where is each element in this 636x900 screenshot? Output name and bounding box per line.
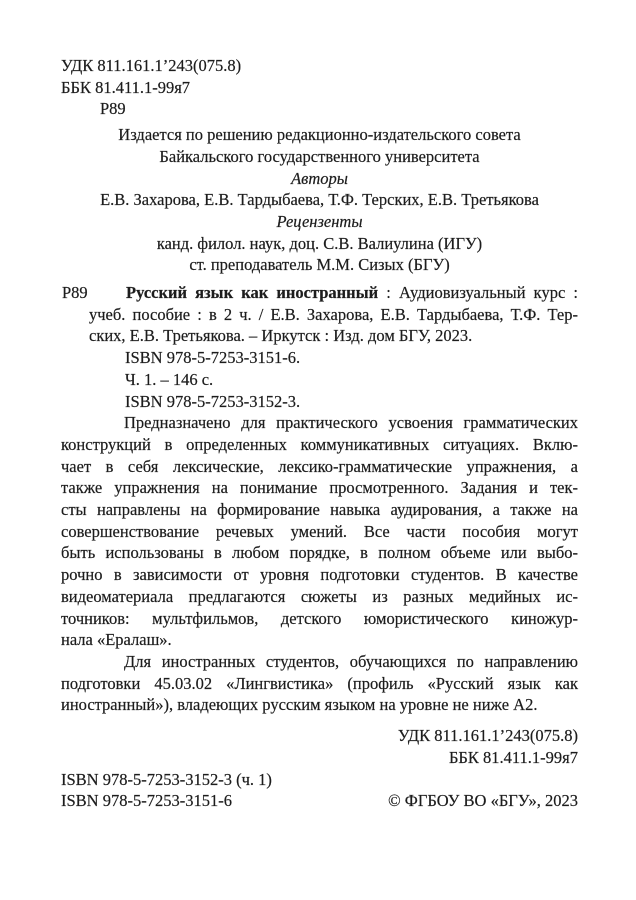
publisher-authors-block <box>61 124 578 276</box>
text-line: подготовки 45.03.02 «Лингвистика» (профиль «Русский язык как <box>61 673 578 693</box>
isbn-set-line: ISBN 978-5-7253-3151-6 <box>61 791 232 811</box>
text-line: Предназначено для практического усвоения грамматических <box>124 413 578 433</box>
isbn-copyright-block <box>61 769 578 812</box>
text-line: быть использованы в любом порядке, в полном объеме или выбо- <box>61 543 578 563</box>
part-info: Ч. 1. – 146 с. <box>125 369 214 389</box>
catalog-line-2: учеб. пособие : в 2 ч. / Е.В. Захарова, Е.В. Тардыбаева, Т.Ф. Тер- <box>89 304 578 324</box>
author-sign: Р89 <box>100 99 126 119</box>
catalog-entry <box>62 282 578 412</box>
publisher-decision-line-2: Байкальского государственного университета <box>159 146 480 166</box>
text-line: Для иностранных студентов, обучающихся по направлению <box>124 651 578 671</box>
reviewer-2: ст. преподаватель М.М. Сизых (БГУ) <box>189 255 450 275</box>
isbn-part-line: ISBN 978-5-7253-3152-3 (ч. 1) <box>61 769 272 789</box>
catalog-title-line <box>62 282 578 304</box>
text-line: видеоматериала предлагаются сюжеты из разных медийных ис- <box>61 586 578 606</box>
udk-number-bottom: УДК 811.161.1’243(075.8) <box>397 726 578 746</box>
copyright-notice: © ФГБОУ ВО «БГУ», 2023 <box>388 791 578 811</box>
text-line: чает в себя лексические, лексико-грамматические упражнения, а <box>61 456 578 476</box>
annotation-paragraph-1 <box>61 412 578 651</box>
text-line: нала «Ералаш». <box>61 630 172 650</box>
classification-block-bottom <box>61 725 578 768</box>
publisher-decision-line-1: Издается по решению редакционно-издательского совета <box>118 125 521 145</box>
isbn-set-number: ISBN 978-5-7253-3151-6. <box>125 348 301 368</box>
bbk-number: ББК 81.411.1-99я7 <box>61 77 191 97</box>
text-line: рочно в зависимости от уровня подготовки студентов. В качестве <box>61 565 578 585</box>
book-subtitle: : Аудиовизуальный курс : <box>378 283 578 303</box>
text-line: сты направлены на формирование навыка аудирования, а также на <box>61 500 578 520</box>
book-title: Русский язык как иностранный <box>126 283 379 303</box>
reviewers-heading: Рецензенты <box>276 211 363 231</box>
text-line: также упражнения на понимание просмотренного. Задания и тек- <box>61 478 578 498</box>
classification-block <box>61 55 578 120</box>
text-line: конструкций в определенных коммуникативных ситуациях. Вклю- <box>61 434 578 454</box>
text-line: иностранный»), владеющих русским языком на уровне не ниже А2. <box>61 695 538 715</box>
reviewer-1: канд. филол. наук, доц. С.В. Валиулина (ИГУ) <box>156 233 483 253</box>
isbn-copyright-row <box>61 790 578 812</box>
authors-names: Е.В. Захарова, Е.В. Тардыбаева, Т.Ф. Терских, Е.В. Третьякова <box>100 190 539 210</box>
text-line: совершенствование речевых умений. Все части пособия могут <box>61 521 578 541</box>
authors-heading: Авторы <box>291 168 348 188</box>
udk-number: УДК 811.161.1’243(075.8) <box>61 56 242 75</box>
catalog-line-3: ских, Е.В. Третьякова. – Иркутск : Изд. дом БГУ, 2023. <box>89 326 473 346</box>
catalog-author-sign: Р89 <box>62 283 88 303</box>
isbn-part-number: ISBN 978-5-7253-3152-3. <box>125 391 301 411</box>
text-line: точников: мультфильмов, детского юмористического киножур- <box>61 608 578 628</box>
bbk-number-bottom: ББК 81.411.1-99я7 <box>448 747 578 767</box>
annotation-paragraph-2 <box>61 651 578 716</box>
